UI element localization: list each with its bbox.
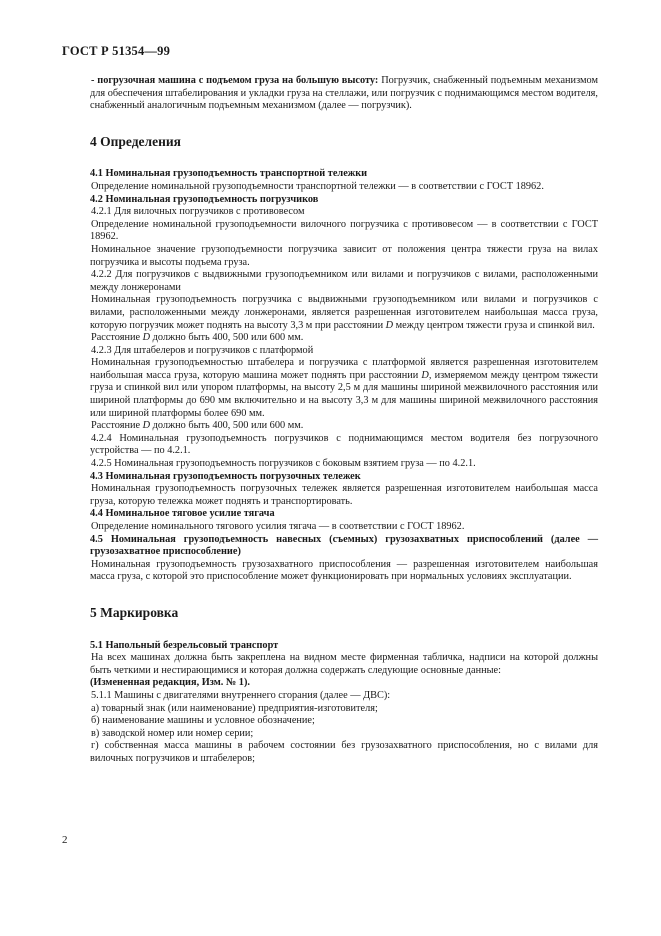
s423-distance <box>90 420 598 433</box>
s422-distance <box>90 332 598 345</box>
s421-paragraph-1: Определение номинальной грузоподъемности вилочного погрузчика с противовесом — в соответствии с ГОСТ 18962. <box>90 218 598 243</box>
s423-dist-a: Расстояние <box>91 420 143 432</box>
intro-text: Погрузчик, снабженный подъемным механизмом для обеспечения штабелирования и укладки груза на стеллажи, или погрузчик с поднимающимся местом водителя, снабженный аналогичным подъемным механизмом (далее — погрузчик). <box>90 75 598 112</box>
s41-paragraph: Определение номинальной грузоподъемности транспортной тележки — в соответствии с ГОСТ 18962. <box>91 180 544 192</box>
s423-var: D, <box>421 369 432 381</box>
s423-text-a: Номинальная грузоподъемностью штабелера и погрузчика с платформой является разрешенная изготовителем наибольшая масса груза, которую машина может поднять при расстоянии <box>90 357 598 381</box>
s51-title: 5.1 Напольный безрельсовый транспорт <box>90 639 279 651</box>
s43-title: 4.3 Номинальная грузоподъемность погрузочных тележек <box>90 470 361 482</box>
s45-title: 4.5 Номинальная грузоподъемность навесных (съемных) грузозахватных приспособлений (далее — грузозахватное приспособление) <box>90 533 598 558</box>
s423-dist-var: D <box>142 420 151 432</box>
section-5-title: 5 Маркировка <box>90 604 179 620</box>
section-4-title: 4 Определения <box>90 133 181 149</box>
s422-dist-b: должно быть 400, 500 или 600 мм. <box>150 332 304 344</box>
list-item-b: б) наименование машины и условное обозначение; <box>91 715 315 727</box>
list-item-g: г) собственная масса машины в рабочем состоянии без грузозахватного приспособления, но с вилами для вилочных погрузчиков и штабелеров; <box>90 740 598 764</box>
s44-paragraph: Определение номинального тягового усилия тягача — в соответствии с ГОСТ 18962. <box>91 521 465 532</box>
s422-text-b: между центром тяжести груза и спинкой вил. <box>393 319 595 331</box>
s422-dist-a: Расстояние <box>91 332 143 344</box>
s422-paragraph <box>90 294 598 332</box>
s423-text-b: измеряемом между центром тяжести груза и спинкой вил или упором платформы, на высоту 2,5 м для машины шириной межвилочного расстояния или шириной платформы до 690 мм включительно и на высоту 3,3 м для машины шириной межвилочного расстояния или шириной платформы более 690 мм. <box>90 369 598 419</box>
s423-title: 4.2.3 Для штабелеров и погрузчиков с платформой <box>91 344 314 356</box>
s43-paragraph: Номинальная грузоподъемность погрузочных тележек является разрешенная изготовителем наибольшая масса груза, которую тележка может поднять и транспортировать. <box>90 483 598 507</box>
s422-title: 4.2.2 Для погрузчиков с выдвижными грузоподъемником или вилами и погрузчиков с вилами, расположенными между лонжеронами <box>90 269 598 293</box>
s42-title: 4.2 Номинальная грузоподъемность погрузчиков <box>90 193 319 205</box>
list-item-a: а) товарный знак (или наименование) предприятия-изготовителя; <box>91 702 378 714</box>
s421-paragraph-2: Номинальное значение грузоподъемности погрузчика зависит от положения центра тяжести груза на вилах погрузчика и высоты подъема груза. <box>90 243 598 268</box>
s422-text-a: Номинальная грузоподъемность погрузчика с выдвижными грузоподъемником или вилами и погрузчиков с вилами, расположенными между лонжеронами, является разрешенная изготовителем наибольшая масса груза, которую погрузчик может поднять на высоту 3,3 м при расстоянии <box>90 294 598 331</box>
intro-paragraph <box>90 75 598 113</box>
s44-title: 4.4 Номинальное тяговое усилие тягача <box>90 508 275 520</box>
page-content <box>90 75 598 766</box>
s421-title: 4.2.1 Для вилочных погрузчиков с противовесом <box>91 206 305 218</box>
amendment-note: (Измененная редакция, Изм. № 1). <box>90 677 250 689</box>
s425-paragraph: 4.2.5 Номинальная грузоподъемность погрузчиков с боковым взятием груза — по 4.2.1. <box>91 458 476 470</box>
s51-paragraph: На всех машинах должна быть закреплена на видном месте фирменная табличка, надписи на которой должны быть четкими и нестирающимися и которая должна содержать следующие основные данные: <box>90 652 598 676</box>
document-header: ГОСТ Р 51354—99 <box>62 44 171 58</box>
s423-paragraph <box>90 357 598 420</box>
s423-dist-b: должно быть 400, 500 или 600 мм. <box>150 420 304 432</box>
list-item-v: в) заводской номер или номер серии; <box>91 727 254 739</box>
s422-var: D <box>385 319 394 331</box>
s422-dist-var: D <box>142 332 151 344</box>
intro-term: - погрузочная машина с подъемом груза на большую высоту: <box>91 75 379 86</box>
s41-title: 4.1 Номинальная грузоподъемность транспортной тележки <box>90 168 368 180</box>
s45-paragraph: Номинальная грузоподъемность грузозахватного приспособления — разрешенная изготовителем наибольшая масса груза, с которой это приспособление может функционировать при нормальных условиях эксплуатации. <box>90 558 598 583</box>
s511-title: 5.1.1 Машины с двигателями внутреннего сгорания (далее — ДВС): <box>91 689 391 701</box>
s424-paragraph: 4.2.4 Номинальная грузоподъемность погрузчиков с поднимающимся местом водителя без погрузочного устройства — по 4.2.1. <box>90 432 598 457</box>
page-number: 2 <box>62 834 68 846</box>
